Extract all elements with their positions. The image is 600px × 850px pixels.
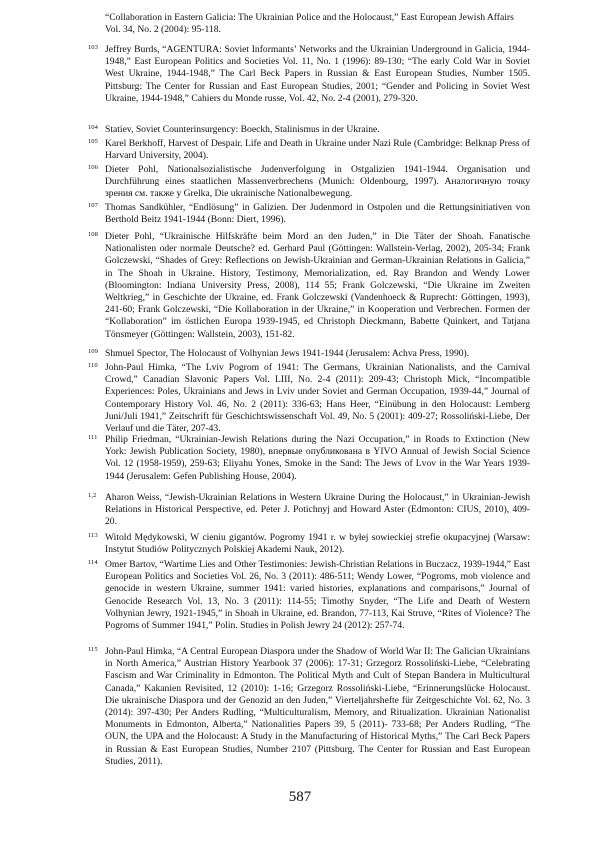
footnote-text: Dieter Pohl, Nationalsozialistische Judenverfolgung in Ostgalizien 1941-1944. Organisation und Durchführung eines staatlichen Massenverbrechens (Munich: Oldenbourg, 1997). Аналогичную точку зрения см. также у Grelka, Die ukrainische Nationalbewegung. (105, 164, 530, 200)
footnote-106 (88, 164, 530, 201)
footnote-number: 1,2 (88, 492, 97, 499)
footnote-108 (88, 231, 530, 341)
footnote-number: 107 (88, 202, 98, 209)
footnote-109 (88, 348, 530, 360)
footnote-number: 113 (88, 532, 98, 539)
footnote-115 (88, 646, 530, 768)
footnote-104 (88, 124, 530, 136)
footnote-107 (88, 202, 530, 226)
footnote-number: 103 (88, 44, 98, 51)
page-number: 587 (288, 789, 312, 805)
footnote-text: John-Paul Himka, “The Lviv Pogrom of 1941: The Germans, Ukrainian Nationalists, and the Carnival Crowd,” Canadian Slavonic Papers Vol. LIII, No. 2-4 (2011): 209-43; Christoph Mick, “Incompatible Experiences: Poles, Ukrainians and Jews in Lviv under Soviet and German Occupation, 1939-44,” Journal of Contemporary History Vol. 46, No. 2 (2011): 336-63; Hans Heer, “Einübung in den Holocaust: Lemberg Juni/Juli 1941,” Zeitschrift für Geschichtswissenschaft Vol. 49, No. 5 (2001): 409-27; Rossoliński-Liebe, Der Verlauf und die Täter, 207-43. (105, 362, 530, 435)
footnote-number: 114 (88, 559, 98, 566)
footnote-103 (88, 44, 530, 105)
footnote-number: 109 (88, 348, 98, 355)
footnote-111 (88, 434, 530, 483)
footnote-text: John-Paul Himka, “A Central European Diaspora under the Shadow of World War II: The Galician Ukrainians in North America,” Austrian History Yearbook 37 (2006): 17-31; Grzegorz Rossoliński-Liebe, “Celebrating Fascism and War Criminality in Edmonton. The Political Myth and Cult of Stepan Bandera in Multicultural Canada,” Kakanien Revisited, 12 (2010): 1-16; Grzegorz Rossoliński-Liebe, “Erinnerungslücke Holocaust. Die ukrainische Diaspora und der Genozid an den Juden,” Vierteljahrshefte für Zeitgeschichte Vol. 62, No. 3 (2014): 397-430; Per Anders Rudling, “Multiculturalism, Memory, and Ritualization. Ukrainian Nationalist Monuments in Edmonton, Alberta,” Nationalities Papers 39, 5 (2011)- 733-68; Per Anders Rudling, “The OUN, the UPA and the Holocaust: A Study in the Manufacturing of Historical Myths,” The Carl Beck Papers in Russian & East European Studies, Number 2107 (Pittsburg. The Center for Russian and East European Studies, 2011). (105, 646, 530, 767)
footnote-text: Thomas Sandkühler, “Endlösung” in Galizien. Der Judenmord in Ostpolen und die Rettungsinitiativen von Berthold Beitz 1941-1944 (Bonn: Diert, 1996). (105, 202, 530, 226)
footnote-text: Dieter Pohl, “Ukrainische Hilfskräfte beim Mord an den Juden,” in Die Täter der Shoah. Fanatische Nationalisten oder normale Deutsche? ed. Gerhard Paul (Göttingen: Wallstein-Verlag, 2002), 205-34; Frank Golczewski, “Shades of Grey: Reflections on Jewish-Ukrainian and German-Ukrainian Relations in Galicia,” in The Shoah in Ukraine. History, Testimony, Memorialization, ed. Ray Brandon and Wendy Lower (Bloomington: Indiana University Press, 2008), 114 55; Frank Golczewski, “Die Ukraine im Zweiten Weltkrieg,” in Geschichte der Ukraine, ed. Frank Golczewski (Vandenhoeck & Ruprecht: Göttingen, 1993), 241-60; Frank Golczewski, “Die Kollaboration in der Ukraine,” in Kooperation und Verbrechen. Formen der “Kollaboration” im östlichen Europa 1939-1945, ed Christoph Dieckmann, Babette Quinkert, and Tatjana Tönsmeyer (Göttingen: Wallstein, 2003), 151-82. (105, 231, 530, 340)
footnote-number: 106 (88, 164, 98, 171)
footnote-number: 105 (88, 138, 98, 145)
footnote-number: 115 (88, 646, 98, 653)
footnote-text: Shmuel Spector, The Holocaust of Volhynian Jews 1941-1944 (Jerusalem: Achva Press, 1990). (105, 348, 470, 359)
footnote-number: 110 (88, 362, 98, 369)
footnote-text: Jeffrey Burds, “AGENTURA: Soviet Informants’ Networks and the Ukrainian Underground in Galicia, 1944-1948,” East European Politics and Societies Vol. 11, No. 1 (1996): 89-130; “The early Cold War in Soviet West Ukraine, 1944-1948,” The Carl Beck Papers in Russian & East European Studies, Number 1505. Pittsburg: The Center for Russian and East European Studies, 2001; “Gender and Policing in Soviet West Ukraine, 1944-1948,” Cahiers du Monde russe, Vol. 42, No. 2-4 (2001), 279-320. (105, 44, 530, 104)
footnote-105 (88, 138, 530, 162)
footnote-text: Statiev, Soviet Counterinsurgency: Boeckh, Stalinismus in der Ukraine. (105, 124, 380, 135)
footnote-text: Witold Mędykowski, W cieniu gigantów. Pogromy 1941 r. w byłej sowieckiej strefie okupacyjnej (Warsaw: Instytut Studiów Politycznych Polskiej Akademi Nauk, 2012). (105, 532, 530, 556)
footnote-110 (88, 362, 530, 435)
footnote-113 (88, 532, 530, 556)
footnote-number: 111 (88, 434, 98, 441)
footnote-text: Karel Berkhoff, Harvest of Despair. Life and Death in Ukraine under Nazi Rule (Cambridge: Belknap Press of Harvard University, 2004). (105, 138, 530, 162)
footnote-114 (88, 559, 530, 632)
footnote-text: Omer Bartov, “Wartime Lies and Other Testimonies: Jewish-Christian Relations in Buczacz, 1939-1944,” East European Politics and Societies Vol. 26, No. 3 (2011): 486-511; Wendy Lower, “Pogroms, mob violence and genocide in western Ukraine, summer 1941: varied histories, explanations and comparisons,” Journal of Genocide Research Vol. 13, No. 3 (2011): 114-55; Timothy Snyder, “The Life and Death of Western Volhynian Jewry, 1921-1945,” in Shoah in Ukraine, ed. Brandon, 77-113, Kai Struve, “Rites of Violence? The Pogroms of Summer 1941,” Polin. Studies in Polish Jewry 24 (2012): 257-74. (105, 559, 530, 632)
footnote-112 (88, 492, 530, 529)
footnote-number: 104 (88, 124, 98, 131)
footnote-text: Aharon Weiss, “Jewish-Ukrainian Relations in Western Ukraine During the Holocaust,” in Ukrainian-Jewish Relations in Historical Perspective, ed. Peter J. Potichnyj and Howard Aster (Edmonton: CIUS, 2010), 409-20. (105, 492, 530, 528)
footnote-continuation: “Collaboration in Eastern Galicia: The Ukrainian Police and the Holocaust,” East European Jewish Affairs Vol. 34, No. 2 (2004): 95-118. (105, 12, 514, 36)
footnote-number: 108 (88, 231, 98, 238)
footnote-text: Philip Friedman, “Ukrainian-Jewish Relations during the Nazi Occupation,” in Roads to Extinction (New York: Jewish Publication Society, 1980), впервые опубликована в YIVO Annual of Jewish Social Science Vol. 12 (1958-1959), 259-63; Eliyahu Yones, Smoke in the Sand: The Jews of Lvov in the War Years 1939-1944 (Jerusalem: Gefen Publishing House, 2004). (105, 434, 530, 482)
